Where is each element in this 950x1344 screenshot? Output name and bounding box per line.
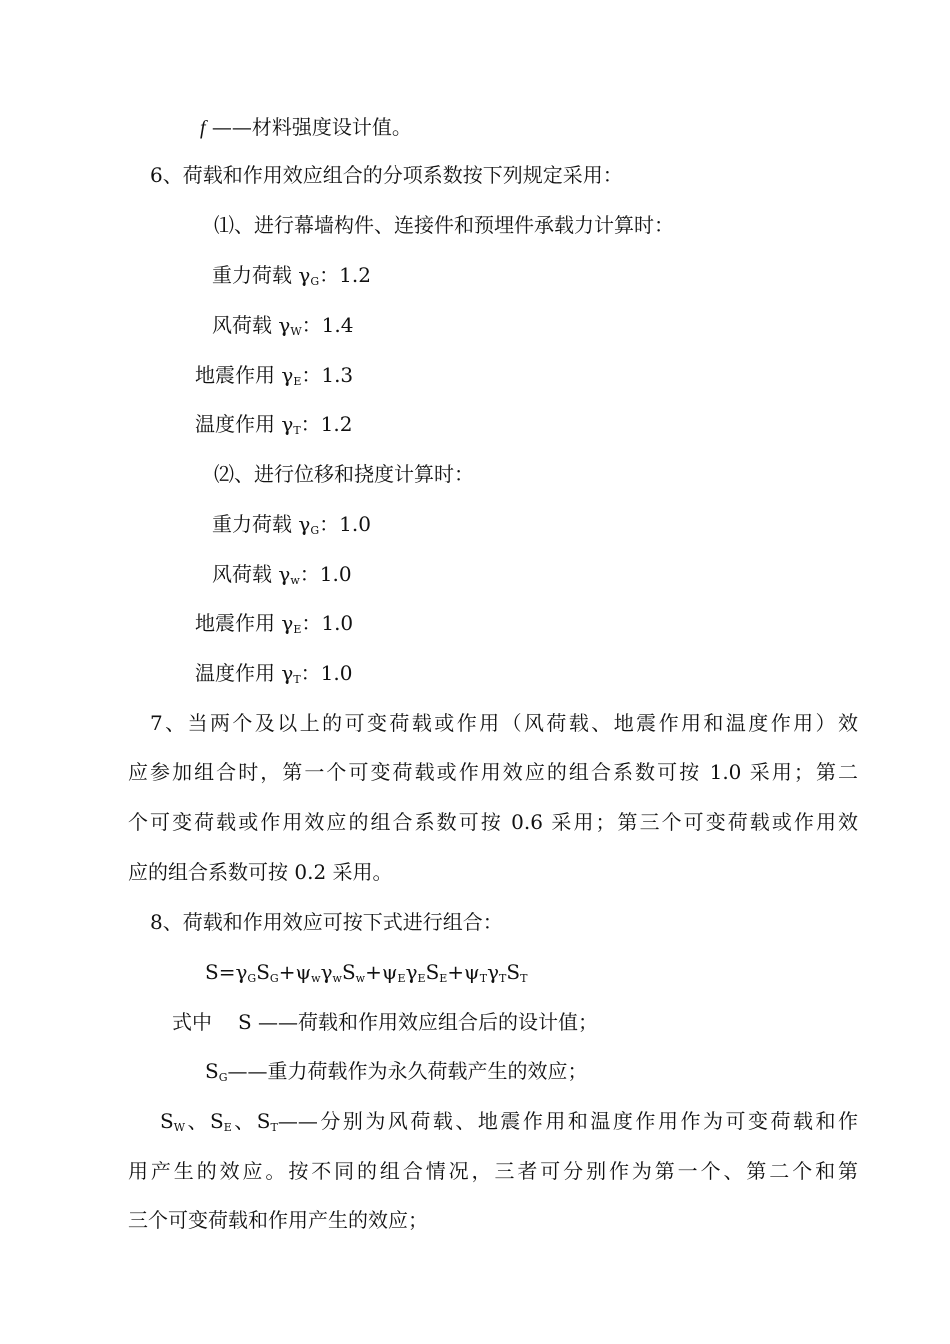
- f-definition: [200, 113, 412, 141]
- item-7-line-2: 应参加组合时，第一个可变荷载或作用效应的组合系数可按 1.0 采用；第二: [128, 760, 858, 784]
- sw-se-st-definition: $S_W$、$S_E$、$S_T——$分别为风荷载、地震作用和温度作用作为可变荷载和作: [160, 1109, 859, 1134]
- sw-definition-line-3: 三个可变荷载和作用产生的效应；: [128, 1208, 428, 1232]
- factor-gravity-1: 重力荷载 $\gamma_G$：1.2: [212, 263, 371, 288]
- factor-seismic-2: 地震作用 $\gamma_E$：1.0: [195, 611, 354, 636]
- factor-gravity-2: 重力荷载 $\gamma_G$：1.0: [212, 512, 371, 537]
- combination-formula: $S=\gamma_GS_G+\psi_w\gamma_wS_w+\psi_E\gamma_ES_E+\psi_T\gamma_TS_T$: [205, 960, 528, 985]
- s-definition: S ——荷载和作用效应组合后的设计值；: [238, 1010, 599, 1034]
- item-7-line-1: 7、当两个及以上的可变荷载或作用（风荷载、地震作用和温度作用）效: [150, 711, 858, 735]
- factor-wind-2: 风荷载 $\gamma_w$：1.0: [212, 562, 352, 587]
- item-7-line-3: 个可变荷载或作用效应的组合系数可按 0.6 采用；第三个可变荷载或作用效: [128, 810, 858, 834]
- item-7-line-4: 应的组合系数可按 0.2 采用。: [128, 860, 393, 884]
- factor-temperature-1: 温度作用 $\gamma_T$：1.2: [195, 412, 353, 437]
- sw-definition-line-2: 用产生的效应。按不同的组合情况，三者可分别作为第一个、第二个和第: [128, 1159, 858, 1183]
- item-8: 8、荷载和作用效应可按下式进行组合：: [150, 910, 503, 934]
- f-symbol: f: [200, 117, 206, 139]
- subitem-1: ⑴、进行幕墙构件、连接件和预埋件承载力计算时：: [214, 213, 674, 237]
- subitem-2: ⑵、进行位移和挠度计算时：: [214, 462, 474, 486]
- factor-seismic-1: 地震作用 $\gamma_E$：1.3: [195, 363, 354, 388]
- item-6: 6、荷载和作用效应组合的分项系数按下列规定采用：: [150, 163, 623, 187]
- factor-wind-1: 风荷载 $\gamma_W$：1.4: [212, 313, 354, 338]
- f-definition-text: ——材料强度设计值。: [205, 115, 412, 139]
- factor-temperature-2: 温度作用 $\gamma_T$：1.0: [195, 661, 353, 686]
- where-label: 式中: [172, 1010, 212, 1034]
- sg-definition: $S_G——$重力荷载作为永久荷载产生的效应；: [205, 1059, 588, 1084]
